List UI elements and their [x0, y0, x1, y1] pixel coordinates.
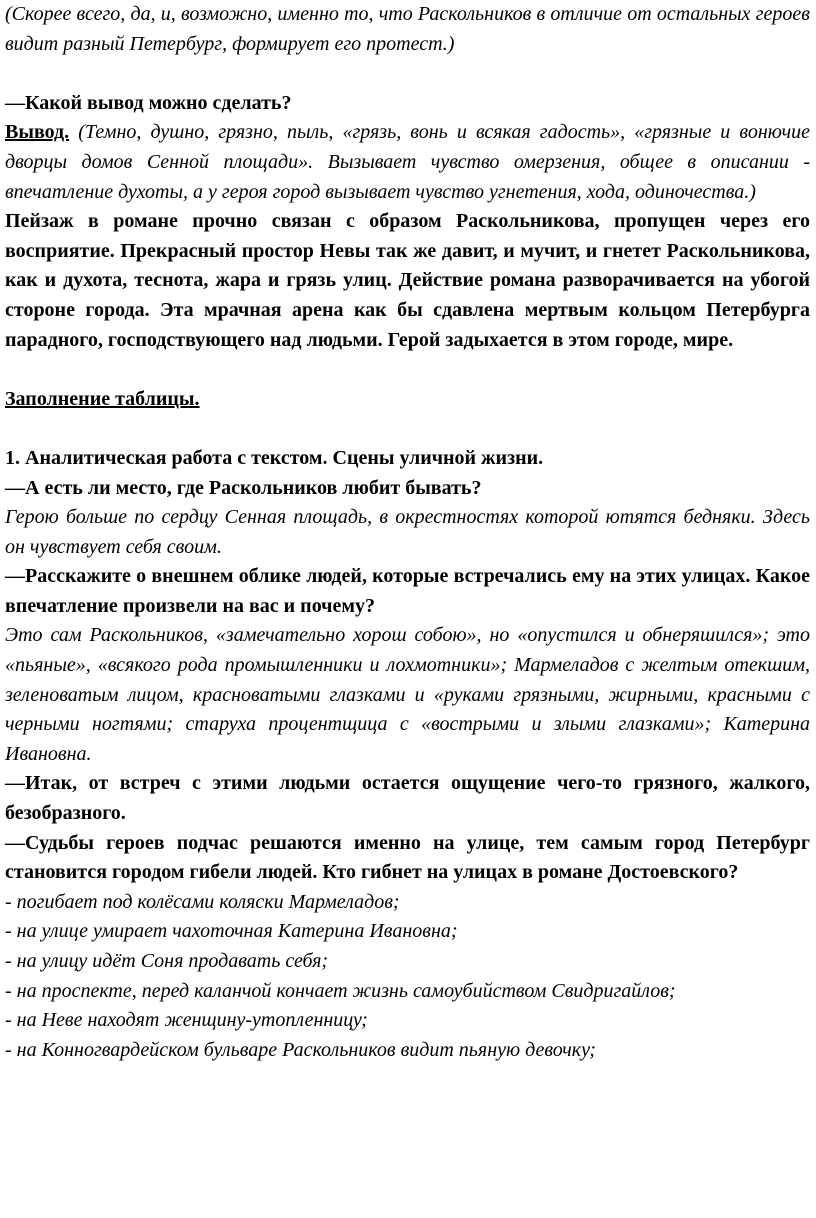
answer-favorite-place: Герою больше по сердцу Сенная площадь, в окрестностях которой ютятся бедняки. Здесь он чувствует себя своим. — [5, 506, 810, 558]
intro-paragraph: (Скорее всего, да, и, возможно, именно то, что Раскольников в отличие от остальных героев видит разный Петербург, формирует его протест.) — [5, 3, 810, 55]
deaths-list — [5, 888, 810, 1066]
answer-appearance: Это сам Раскольников, «замечательно хорош собою», но «опустился и обнеряшился»; это «пьяные», «всякого рода промышленники и лохмотники»; Мармеладов с желтым отекшим, зеленоватым лицом, красноватыми глазками и «руками грязными, жирными, красными с черными ногтями; старуха процентщица с «вострыми и злыми глазками»; Катерина Ивановна. — [5, 624, 810, 765]
table-heading: Заполнение таблицы. — [5, 387, 200, 410]
spacer — [5, 414, 810, 444]
spacer — [5, 59, 810, 89]
conclusion-label: Вывод. — [5, 121, 70, 144]
question-favorite-place: —А есть ли место, где Раскольников любит бывать? — [5, 476, 482, 499]
list-item: - на Неве находят женщину-утопленницу; — [5, 1009, 368, 1032]
list-item: - на улице умирает чахоточная Катерина Ивановна; — [5, 920, 458, 943]
list-item: - на проспекте, перед каланчой кончает жизнь самоубийством Свидригайлов; — [5, 979, 676, 1002]
list-item: - на улицу идёт Соня продавать себя; — [5, 950, 329, 972]
list-item: - погибает под колёсами коляски Мармеладов; — [5, 890, 400, 913]
section-heading: 1. Аналитическая работа с текстом. Сцены уличной жизни. — [5, 446, 544, 469]
list-item: - на Конногвардейском бульваре Раскольников видит пьяную девочку; — [5, 1038, 596, 1061]
landscape-paragraph: Пейзаж в романе прочно связан с образом Раскольникова, пропущен через его восприятие. Прекрасный простор Невы так же давит, и мучит, и гнетет Раскольникова, как и духота, теснота, жара и грязь улиц. Действие романа разворачивается на убогой стороне города. Эта мрачная арена как бы сдавлена мертвым кольцом Петербурга парадного, господствующего над людьми. Герой задыхается в этом городе, мире. — [5, 210, 810, 351]
spacer — [5, 355, 810, 385]
conclusion-text: (Темно, душно, грязно, пыль, «грязь, вонь и всякая гадость», «грязные и вонючие дворцы домов Сенной площади». Вызывает чувство омерзения, общее в описании - впечатление духоты, а у героя город вызывает чувство угнетения, хода, одиночества.) — [5, 121, 810, 203]
statement-impression: —Итак, от встреч с этими людьми остается ощущение чего-то грязного, жалкого, безобразного. — [5, 772, 810, 825]
question-conclusion: —Какой вывод можно сделать? — [5, 91, 292, 114]
question-fates: —Судьбы героев подчас решаются именно на улице, тем самым город Петербург становится городом гибели людей. Кто гибнет на улицах в романе Достоевского? — [5, 831, 810, 884]
conclusion-paragraph — [5, 118, 810, 207]
question-appearance: —Расскажите о внешнем облике людей, которые встречались ему на этих улицах. Какое впечатление произвели на вас и почему? — [5, 565, 810, 617]
